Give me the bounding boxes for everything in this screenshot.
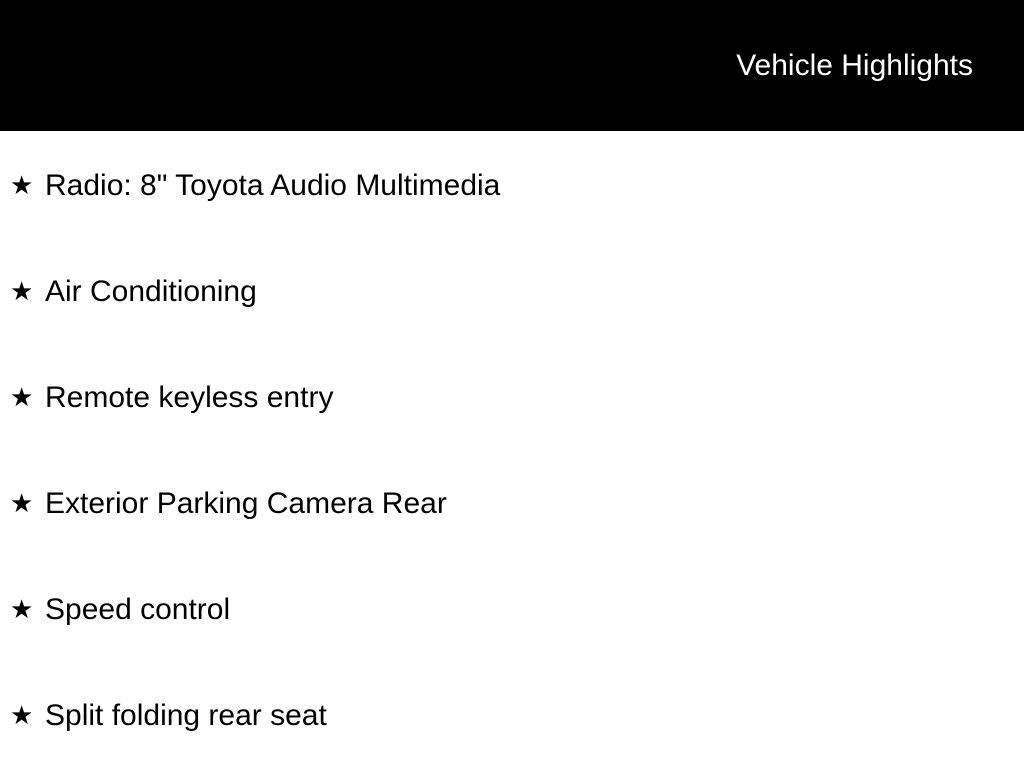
list-item xyxy=(10,171,1004,201)
star-icon: ★ xyxy=(10,701,34,731)
highlight-label: Radio: 8" Toyota Audio Multimedia xyxy=(45,169,501,202)
star-icon: ★ xyxy=(10,383,34,413)
highlight-label: Remote keyless entry xyxy=(45,381,334,414)
highlights-list xyxy=(0,131,1024,731)
vehicle-highlights-header xyxy=(0,0,1024,131)
list-item xyxy=(10,595,1004,625)
list-item xyxy=(10,489,1004,519)
highlight-label: Exterior Parking Camera Rear xyxy=(45,487,447,520)
list-item xyxy=(10,383,1004,413)
page-title: Vehicle Highlights xyxy=(736,48,973,82)
highlight-label: Speed control xyxy=(45,593,231,626)
list-item xyxy=(10,277,1004,307)
highlight-label: Air Conditioning xyxy=(45,275,257,308)
star-icon: ★ xyxy=(10,595,34,625)
highlight-label: Split folding rear seat xyxy=(45,699,327,732)
star-icon: ★ xyxy=(10,171,34,201)
list-item xyxy=(10,701,1004,731)
star-icon: ★ xyxy=(10,277,34,307)
star-icon: ★ xyxy=(10,489,34,519)
